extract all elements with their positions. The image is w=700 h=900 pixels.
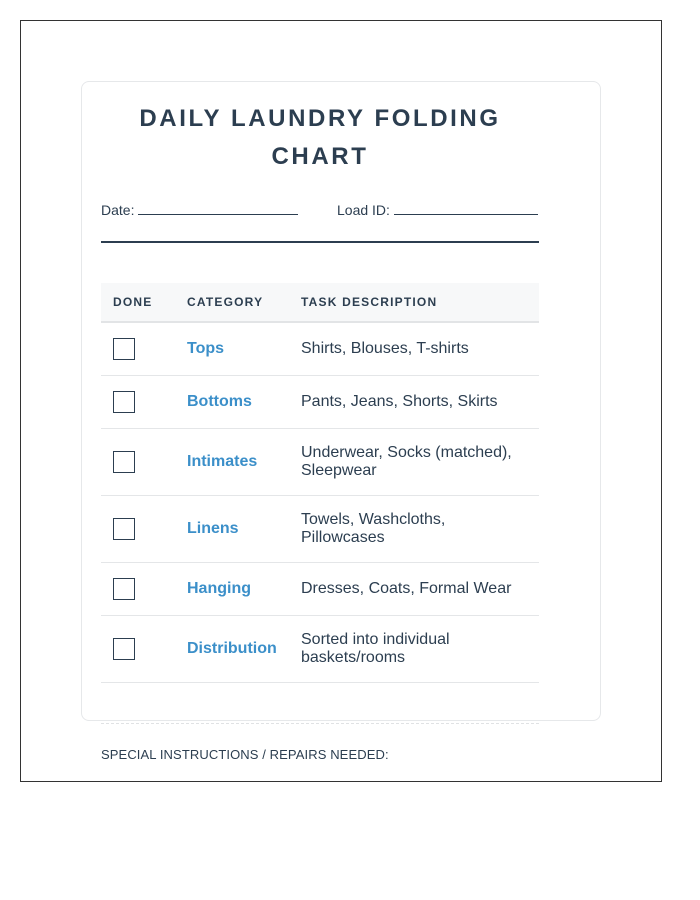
category-label: Tops [187, 340, 225, 357]
task-table [101, 283, 539, 683]
special-instructions-label: SPECIAL INSTRUCTIONS / REPAIRS NEEDED: [101, 747, 389, 762]
done-checkbox[interactable] [113, 518, 135, 540]
task-description: Pants, Jeans, Shorts, Skirts [301, 376, 539, 429]
done-checkbox[interactable] [113, 578, 135, 600]
table-row [101, 429, 539, 496]
date-field[interactable] [101, 200, 298, 218]
load-id-blank-line[interactable] [394, 200, 538, 215]
date-label: Date: [101, 202, 135, 218]
header-done: DONE [101, 283, 187, 322]
table-row [101, 376, 539, 429]
task-description: Towels, Washcloths, Pillowcases [301, 496, 539, 563]
task-description: Underwear, Socks (matched), Sleepwear [301, 429, 539, 496]
done-checkbox[interactable] [113, 638, 135, 660]
done-checkbox[interactable] [113, 451, 135, 473]
task-description: Sorted into individual baskets/rooms [301, 616, 539, 683]
header-task-description: TASK DESCRIPTION [301, 283, 539, 322]
done-checkbox[interactable] [113, 338, 135, 360]
task-description: Dresses, Coats, Formal Wear [301, 563, 539, 616]
table-row [101, 616, 539, 683]
section-divider [101, 723, 539, 724]
page-title: DAILY LAUNDRY FOLDING CHART [139, 105, 501, 170]
load-id-field[interactable] [337, 200, 538, 218]
task-description: Shirts, Blouses, T-shirts [301, 322, 539, 376]
date-blank-line[interactable] [138, 200, 298, 215]
header-divider [101, 241, 539, 243]
category-label: Distribution [187, 640, 277, 657]
table-row [101, 563, 539, 616]
header-category: CATEGORY [187, 283, 301, 322]
category-label: Intimates [187, 453, 258, 470]
table-header-row [101, 283, 539, 322]
category-label: Hanging [187, 580, 251, 597]
table-row [101, 496, 539, 563]
category-label: Linens [187, 520, 239, 537]
table-row [101, 322, 539, 376]
meta-fields [101, 200, 539, 220]
category-label: Bottoms [187, 393, 252, 410]
load-id-label: Load ID: [337, 202, 390, 218]
done-checkbox[interactable] [113, 391, 135, 413]
